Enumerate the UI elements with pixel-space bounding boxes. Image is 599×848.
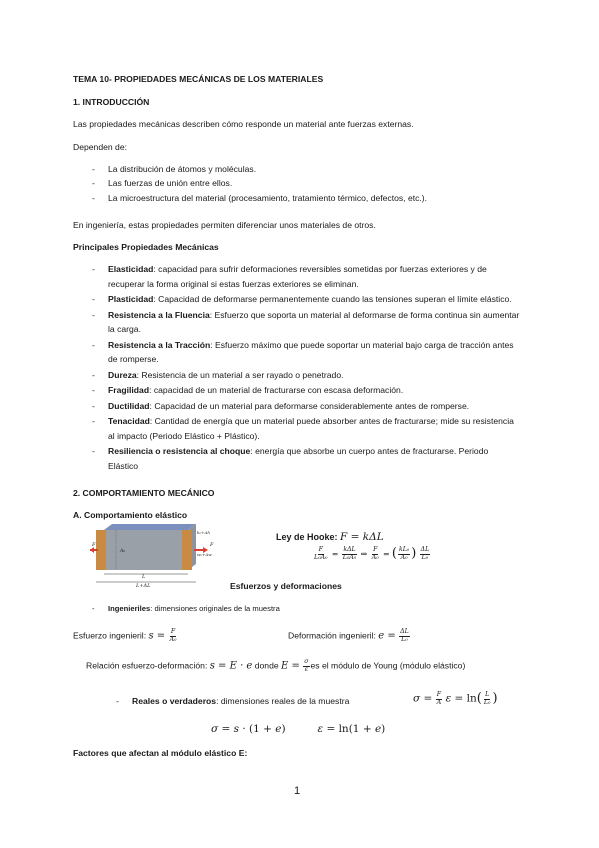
property-item-elasticidad: - Elasticidad: capacidad para sufrir deformaciones reversibles sometidas por fuerzas exteriores y de recuperar la forma original si estas fuerzas exteriores se eliminan. <box>92 262 520 292</box>
block-right-end <box>182 530 192 570</box>
stress-strain-caption: Esfuerzos y deformaciones <box>230 581 342 591</box>
property-item-tenacidad: - Tenacidad: Cantidad de energía que un material puede absorber antes de fracturarse; mide su resistencia al impacto (Periodo Elástico + Plástico). <box>92 414 520 444</box>
deformation-figure <box>90 524 220 588</box>
factores-heading: Factores que afectan al módulo elástico E: <box>73 748 248 758</box>
esfuerzo-ingenieril: Esfuerzo ingenieril: s = $\frac{F}{\text{A₀}}$ <box>73 628 177 643</box>
document-title: TEMA 10- PROPIEDADES MECÁNICAS DE LOS MATERIALES <box>73 74 324 84</box>
figure-label-h: h₀+Δh <box>197 530 210 535</box>
property-item-traccion: - Resistencia a la Tracción: Esfuerzo máximo que puede soportar un material bajo carga de tracción antes de romperse. <box>92 338 520 368</box>
depends-paragraph: Dependen de: <box>73 142 127 152</box>
list-item: - La microestructura del material (procesamiento, tratamiento térmico, defectos, etc.). <box>92 192 522 204</box>
block-illustration <box>90 524 220 588</box>
property-item-fluencia: - Resistencia a la Fluencia: Esfuerzo que soporta un material al deformarse de forma continua sin aumentar la carga. <box>92 308 520 338</box>
depends-list <box>92 163 522 206</box>
properties-list <box>92 262 520 474</box>
engineering-paragraph: En ingeniería, estas propiedades permiten diferenciar unos materiales de otros. <box>73 220 376 230</box>
section-heading-introduccion: 1. INTRODUCCIÓN <box>73 97 150 107</box>
block-front-face <box>104 530 188 570</box>
intro-paragraph: Las propiedades mecánicas describen cómo responde un material ante fuerzas externas. <box>73 119 414 129</box>
figure-label-l: L <box>142 574 146 580</box>
hooke-derivation: $\frac{F}{\text{L₀A₀}}$ = $\frac{\text{kΔL}}{\text{L₀A₀}}$ ⇒ $\frac{F}{\text{A₀}}$ = ( $\frac{\text{kL₀}}{\text{A₀}}$ ) $\frac{\Delta L}{\text{L₀}}$ <box>314 546 430 561</box>
hooke-law: Ley de Hooke: F = kΔL <box>276 531 384 543</box>
section-heading-comportamiento: 2. COMPORTAMIENTO MECÁNICO <box>73 488 215 498</box>
property-item-fragilidad: - Fragilidad: capacidad de un material de fracturarse con escasa deformación. <box>92 383 520 398</box>
block-top-face <box>104 524 196 530</box>
property-item-resiliencia: - Resiliencia o resistencia al choque: energía que absorbe un cuerpo antes de fracturarse. Periodo Elástico <box>92 444 520 474</box>
figure-label-f-right: F <box>210 542 214 548</box>
figure-label-f-left: F <box>92 542 96 548</box>
subsection-heading-elastico: A. Comportamiento elástico <box>73 510 188 520</box>
page-number: 1 <box>294 785 301 797</box>
property-item-plasticidad: - Plasticidad: Capacidad de deformarse permanentemente cuando las tensiones superan el límite elástico. <box>92 292 520 307</box>
relacion-esfuerzo-deformacion: Relación esfuerzo-deformación: s = E · e donde E = $\frac{\sigma}{\varepsilon}$ es el módulo de Young (módulo elástico) <box>86 658 466 673</box>
property-item-dureza: - Dureza: Resistencia de un material a ser rayado o penetrado. <box>92 368 520 383</box>
properties-heading: Principales Propiedades Mecánicas <box>73 242 219 252</box>
list-item: - Ingenieriles: dimensiones originales de la muestra <box>92 603 522 614</box>
true-stress-strain: σ = $\frac{F}{A}$ ε = ln( $\frac{L}{\text{L₀}}$ ) <box>413 691 498 706</box>
list-item: - La distribución de átomos y moléculas. <box>92 163 522 175</box>
figure-label-area: A₀ <box>120 549 126 554</box>
property-item-ductilidad: - Ductilidad: Capacidad de un material para deformarse considerablemente antes de romperse. <box>92 399 520 414</box>
figure-label-l-delta: L+ΔL <box>136 583 151 588</box>
true-engineering-relation: σ = s · (1 + e) ε = ln(1 + e) <box>211 723 386 735</box>
deformacion-ingenieril: Deformación ingenieril: e = $\frac{\Delta L}{\text{L₀}}$ <box>288 628 409 643</box>
list-item: - Las fuerzas de unión entre ellos. <box>92 177 522 189</box>
figure-label-w: w₀+Δw <box>197 552 212 557</box>
list-item: - Reales o verdaderos: dimensiones reales de la muestra <box>116 695 546 707</box>
ingenieriles-list <box>92 603 522 616</box>
